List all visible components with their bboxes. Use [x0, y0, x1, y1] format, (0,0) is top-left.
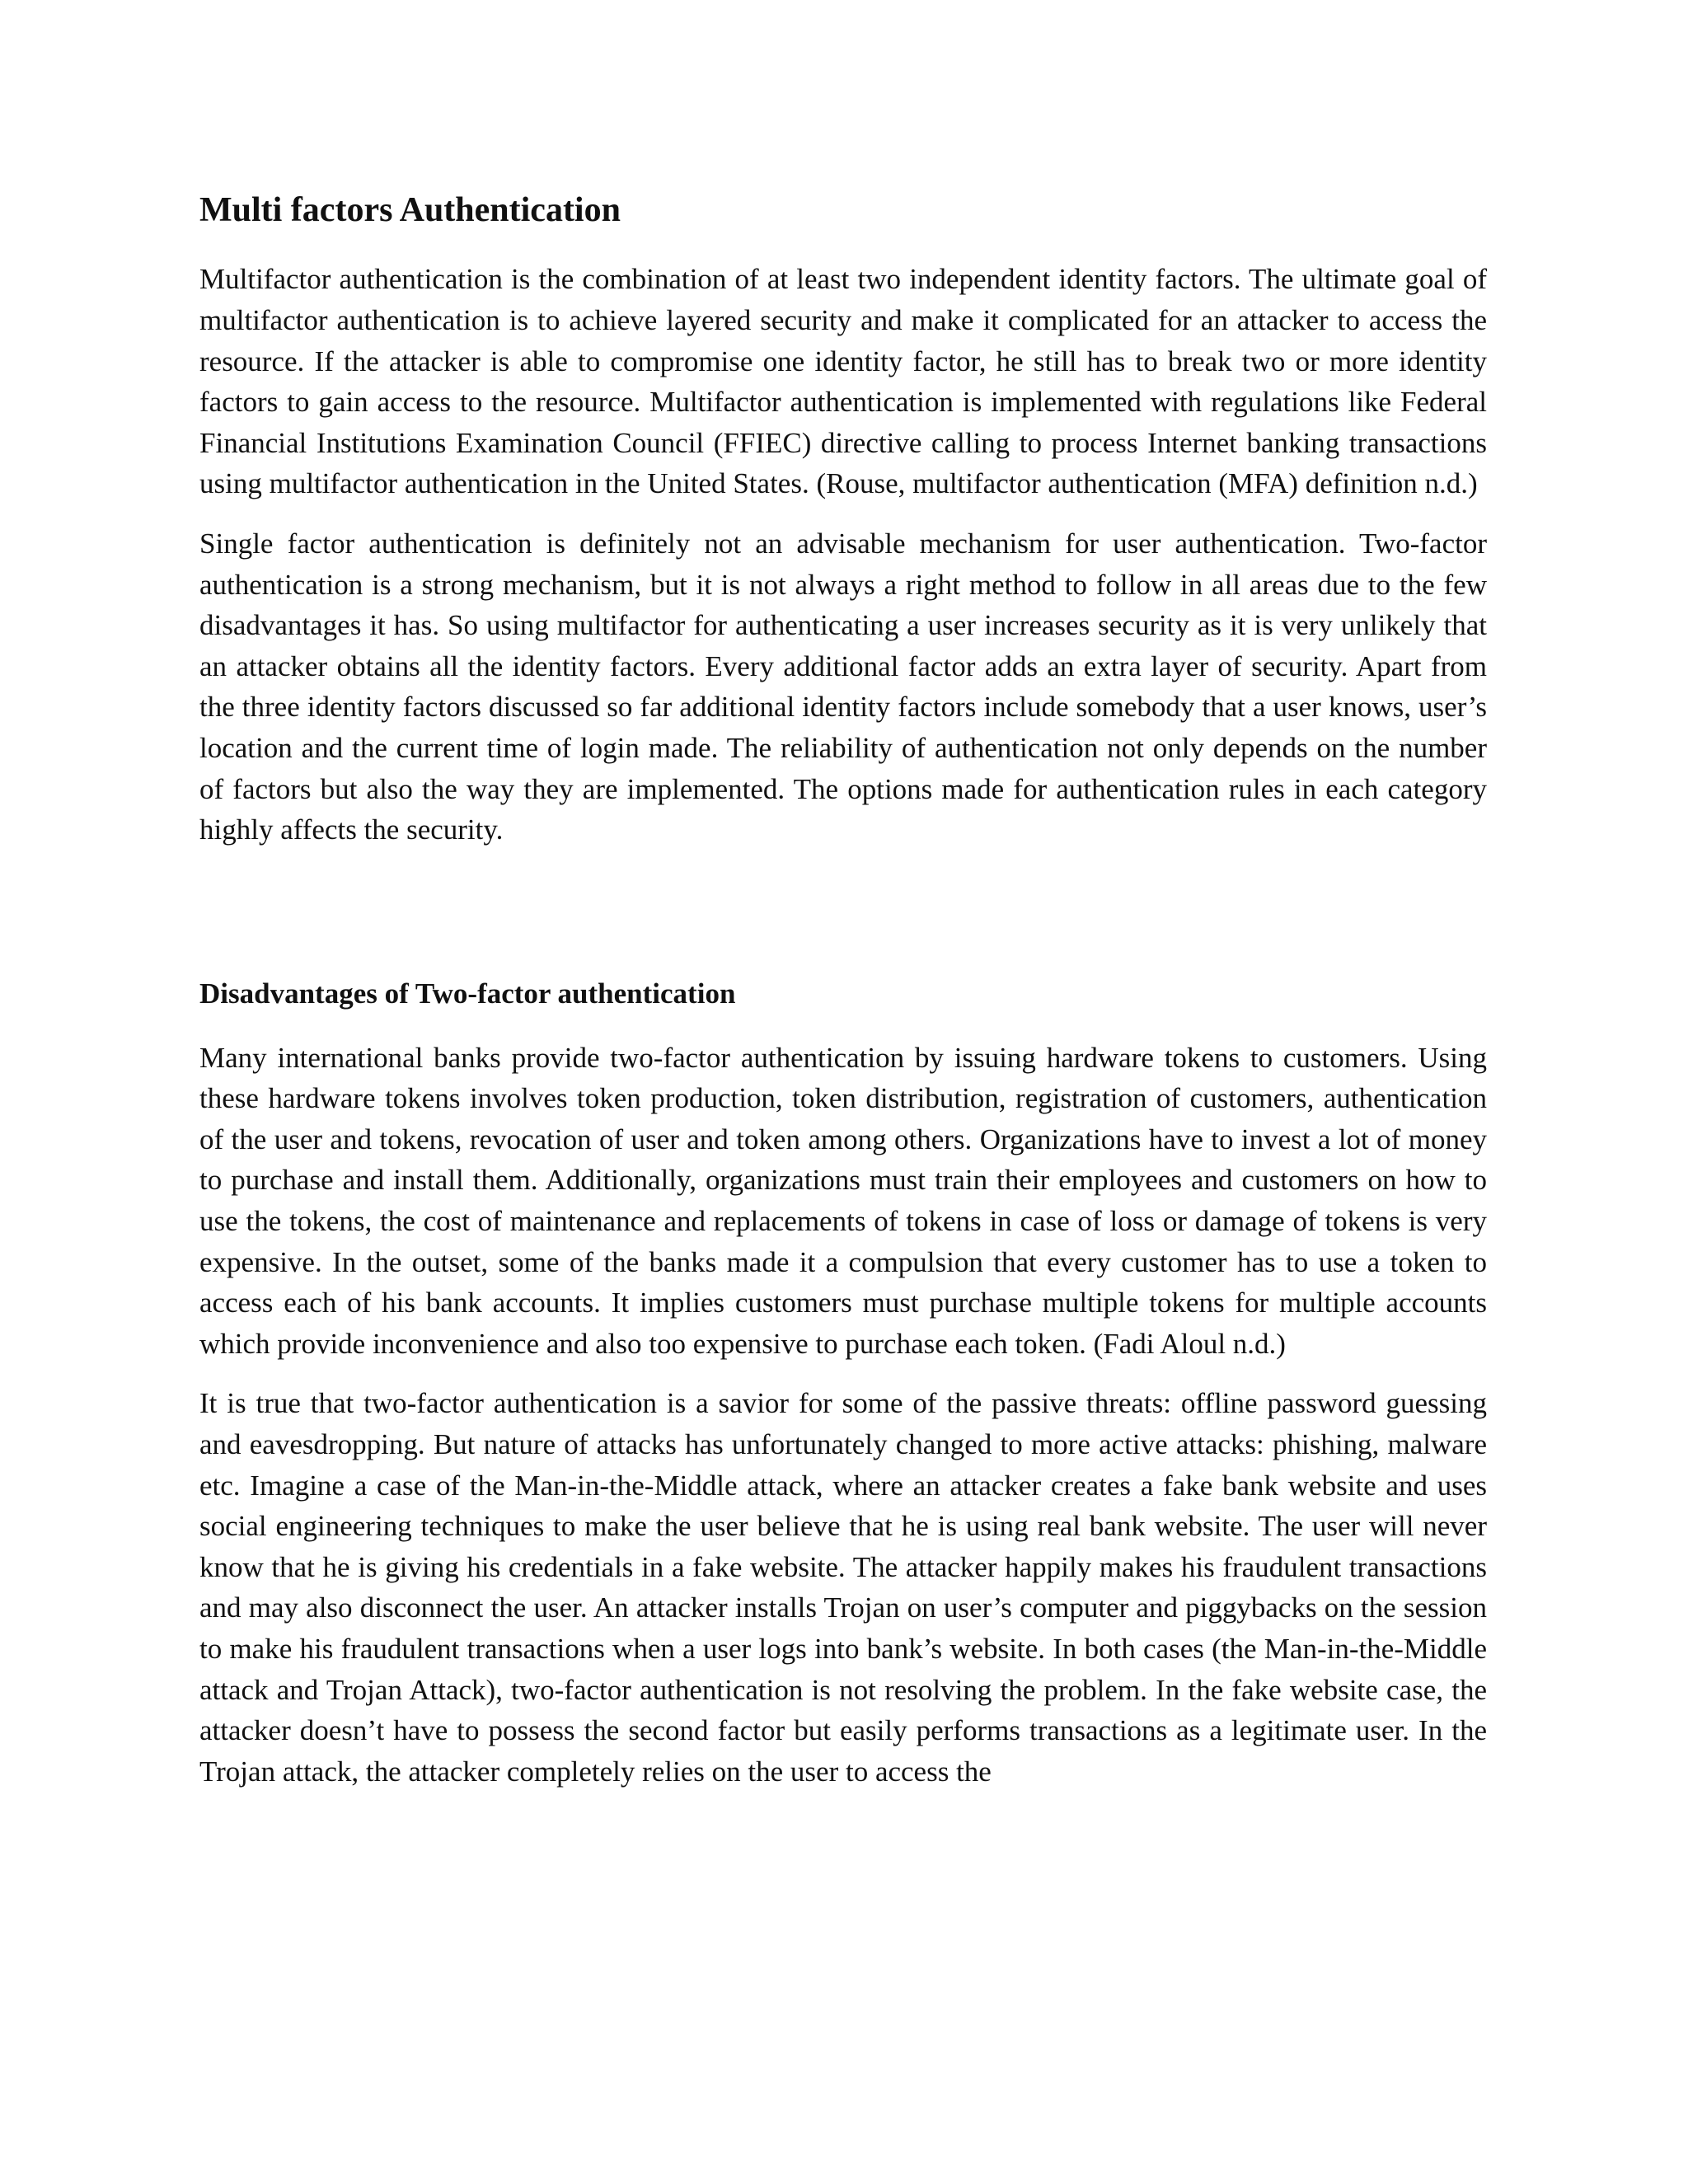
section-spacer — [199, 869, 1487, 977]
document-body — [199, 190, 1487, 1811]
paragraph-hardware-tokens: Many international banks provide two-factor authentication by issuing hardware tokens to customers. Using these hardware tokens involves token production, token distribution, registration of customers, authentication of the user and tokens, revocation of user and token among others. Organizations have to invest a lot of money to purchase and install them. Additionally, organizations must train their employees and customers on how to use the tokens, the cost of maintenance and replacements of tokens in case of loss or damage of tokens is very expensive. In the outset, some of the banks made it a compulsion that every customer has to use a token to access each of his bank accounts. It implies customers must purchase multiple tokens for multiple accounts which provide inconvenience and also too expensive to purchase each token. (Fadi Aloul n.d.) — [199, 1041, 1487, 1360]
paragraph-mfa-definition: Multifactor authentication is the combination of at least two independent identity factors. The ultimate goal of multifactor authentication is to achieve layered security and make it complicated for an attacker to access the resource. If the attacker is able to compromise one identity factor, he still has to break two or more identity factors to gain access to the resource. Multifactor authentication is implemented with regulations like Federal Financial Institutions Examination Council (FFIEC) directive calling to process Internet banking transactions using multifactor authentication in the United States. (Rouse, multifactor authentication (MFA) definition n.d.) — [199, 263, 1487, 500]
paragraph-active-attacks: It is true that two-factor authentication is a savior for some of the passive threats: offline password guessing and eavesdropping. But nature of attacks has unfortunately changed to more active attacks: phishing, malware etc. Imagine a case of the Man-in-the-Middle attack, where an attacker creates a fake bank website and uses social engineering techniques to make the user believe that he is using real bank website. The user will never know that he is giving his credentials in a fake website. The attacker happily makes his fraudulent transactions and may also disconnect the user. An attacker installs Trojan on user’s computer and piggybacks on the session to make his fraudulent transactions when a user logs into bank’s website. In both cases (the Man-in-the-Middle attack and Trojan Attack), two-factor authentication is not resolving the problem. In the fake website case, the attacker doesn’t have to possess the second factor but easily performs transactions as a legitimate user. In the Trojan attack, the attacker completely relies on the user to access the — [199, 1387, 1487, 1788]
section-heading-multi-factors: Multi factors Authentication — [199, 191, 621, 229]
section-heading-disadvantages: Disadvantages of Two-factor authentication — [199, 977, 736, 1010]
paragraph-single-factor: Single factor authentication is definitely not an advisable mechanism for user authentication. Two-factor authentication is a strong mechanism, but it is not always a right method to follow in all areas due to the few disadvantages it has. So using multifactor for authenticating a user increases security as it is very unlikely that an attacker obtains all the identity factors. Every additional factor adds an extra layer of security. Apart from the three identity factors discussed so far additional identity factors include somebody that a user knows, user’s location and the current time of login made. The reliability of authentication not only depends on the number of factors but also the way they are implemented. The options made for authentication rules in each category highly affects the security. — [199, 527, 1487, 846]
